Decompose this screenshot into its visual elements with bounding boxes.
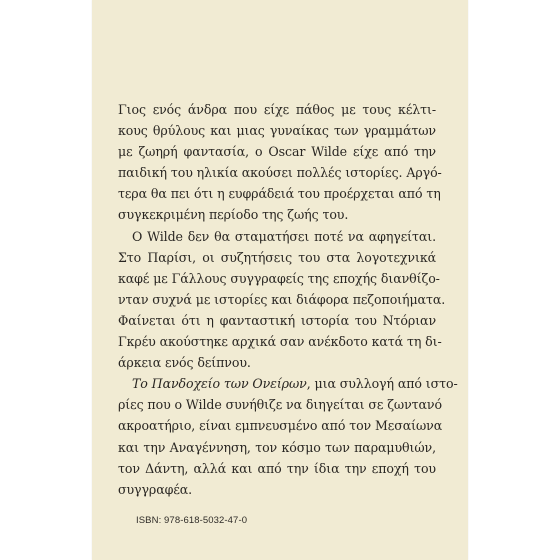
text-line: καφέ με Γάλλους συγγραφείς της εποχής διανθίζο- [118,270,440,286]
text-line: Γκρέυ ακούστηκε αρχικά σαν ανέκδοτο κατά τη δι- [118,334,442,350]
text-fragment: , μια συλλογή από ιστο- [306,376,458,392]
text-line: Ο Wilde δεν θα σταματήσει ποτέ να αφηγείται. [132,228,436,244]
text-line: Στο Παρίσι, οι συζητήσεις του στα λογοτεχνικά [118,249,436,265]
paragraph-1 [118,99,442,226]
text-line: συγκεκριμένη περίοδο της ζωής του. [118,207,349,223]
paragraph-2 [118,226,446,374]
text-line: παιδική του ηλικία ακούσει πολλές ιστορίες. Αργό- [118,165,442,181]
text-line: άρκεια ενός δείπνου. [118,355,251,371]
text-line: ρίες που ο Wilde συνήθιζε να διηγείται σε ζωντανό [118,397,442,413]
text-line [118,373,458,394]
book-back-cover [92,0,468,560]
isbn-label: ISBN: 978-618-5032-47-0 [136,515,248,526]
text-line: τον Δάντη, αλλά και από την ίδια την εποχή του [118,460,436,476]
text-line: με ζωηρή φαντασία, ο Oscar Wilde είχε από την [118,144,436,160]
text-line: ακροατήριο, είναι εμπνευσμένο από τον Μεσαίωνα [118,418,443,434]
blurb-text [118,99,458,500]
text-line: νταν συχνά με ιστορίες και διάφορα πεζοποιήματα. [118,291,446,307]
text-line: Φαίνεται ότι η φανταστική ιστορία του Ντόριαν [118,312,436,328]
text-line: και την Αναγέννηση, τον κόσμο των παραμυθιών, [118,439,436,455]
text-line: κους θρύλους και μιας γυναίκας των γραμμάτων [118,123,436,139]
paragraph-3 [118,373,458,500]
text-line: συγγραφέα. [118,481,193,497]
text-line: τερα θα πει ότι η ευφράδειά του προέρχεται από τη [118,186,441,202]
text-line: Γιος ενός άνδρα που είχε πάθος με τους κέλτι- [118,102,436,117]
book-title: Το Πανδοχείο των Ονείρων [132,376,307,392]
